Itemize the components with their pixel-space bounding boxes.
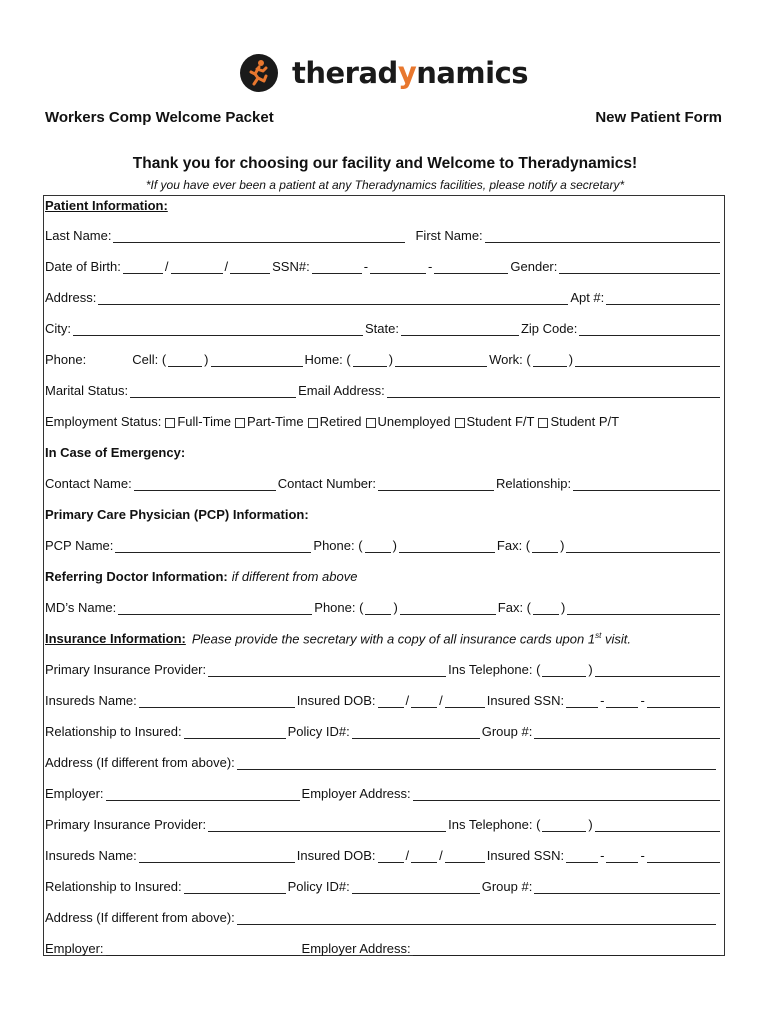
ssn-dash: -: [363, 259, 369, 274]
pcp-phone-area-field[interactable]: [365, 540, 391, 553]
paren: ): [388, 352, 394, 367]
home-label: Home: (: [304, 352, 351, 367]
dob-slash: /: [405, 848, 410, 863]
md-fax-label: Fax: (: [497, 600, 532, 615]
insured-ssn-part2-field[interactable]: [606, 695, 638, 708]
insureds-name-field-2[interactable]: [139, 850, 295, 863]
insureds-name-label: Insureds Name:: [45, 693, 137, 708]
md-phone-label: Phone: (: [314, 600, 364, 615]
ins-address-field[interactable]: [237, 757, 716, 770]
group-label: Group #:: [481, 724, 533, 739]
address-field[interactable]: [98, 292, 568, 305]
ssn-dash: -: [640, 693, 645, 708]
rel-insured-field[interactable]: [184, 726, 286, 739]
insured-ssn-part3-field[interactable]: [647, 695, 720, 708]
insured-ssn-part2-field-2[interactable]: [606, 850, 638, 863]
ssn-part3-field[interactable]: [434, 261, 508, 274]
option-part-time: Part-Time: [247, 414, 304, 429]
insurance-heading: Insurance Information:: [45, 631, 186, 646]
first-name-field[interactable]: [485, 230, 720, 243]
primary-provider-field-2[interactable]: [208, 819, 446, 832]
pcp-fax-area-field[interactable]: [532, 540, 558, 553]
dob-slash: /: [405, 693, 410, 708]
dob-month-field[interactable]: [123, 261, 163, 274]
checkbox-unemployed[interactable]: [366, 418, 376, 428]
group-field[interactable]: [534, 726, 720, 739]
insured-ssn-part1-field[interactable]: [566, 695, 598, 708]
option-student-pt: Student P/T: [550, 414, 620, 429]
insurance-note: Please provide the secretary with a copy of all insurance cards upon 1st visit.: [191, 630, 631, 646]
checkbox-retired[interactable]: [308, 418, 318, 428]
option-unemployed: Unemployed: [377, 414, 451, 429]
packet-title: Workers Comp Welcome Packet: [45, 109, 274, 126]
md-phone-area-field[interactable]: [365, 602, 391, 615]
ins-telephone-label: Ins Telephone: (: [448, 817, 541, 832]
paren: ): [204, 352, 209, 367]
pcp-fax-field[interactable]: [566, 540, 720, 553]
theradynamics-logo: [240, 53, 528, 93]
relationship-label: Relationship:: [495, 476, 572, 491]
primary-provider-label: Primary Insurance Provider:: [45, 817, 207, 832]
last-name-label: Last Name:: [45, 228, 112, 243]
apt-label: Apt #:: [570, 290, 605, 305]
dob-slash: /: [164, 259, 169, 274]
city-field[interactable]: [73, 323, 363, 336]
address-label: Address:: [45, 290, 97, 305]
last-name-field[interactable]: [113, 230, 405, 243]
employer-address-label: Employer Address:: [301, 941, 411, 956]
employer-field-2[interactable]: [106, 943, 300, 956]
cell-number-field[interactable]: [211, 354, 303, 367]
rel-insured-label: Relationship to Insured:: [45, 724, 182, 739]
md-fax-field[interactable]: [567, 602, 720, 615]
insured-dob-year-field-2[interactable]: [445, 850, 485, 863]
insured-dob-day-field-2[interactable]: [411, 850, 437, 863]
gender-label: Gender:: [510, 259, 558, 274]
primary-provider-label: Primary Insurance Provider:: [45, 662, 207, 677]
rel-insured-label: Relationship to Insured:: [45, 879, 182, 894]
option-full-time: Full-Time: [177, 414, 232, 429]
checkbox-part-time[interactable]: [235, 418, 245, 428]
checkbox-student-ft[interactable]: [455, 418, 465, 428]
dob-slash: /: [439, 848, 443, 863]
ssn-label: SSN#:: [272, 259, 310, 274]
md-name-field[interactable]: [118, 602, 312, 615]
md-phone-field[interactable]: [400, 602, 496, 615]
contact-name-label: Contact Name:: [45, 476, 132, 491]
insured-ssn-label: Insured SSN:: [486, 848, 565, 863]
ssn-dash: -: [428, 259, 433, 274]
md-fax-area-field[interactable]: [533, 602, 559, 615]
marital-label: Marital Status:: [45, 383, 129, 398]
state-field[interactable]: [401, 323, 519, 336]
ssn-dash: -: [600, 848, 605, 863]
group-field-2[interactable]: [534, 881, 720, 894]
paren: ): [393, 600, 398, 615]
ins-telephone-label: Ins Telephone: (: [448, 662, 541, 677]
pcp-name-field[interactable]: [115, 540, 311, 553]
ins-telephone-area-field[interactable]: [542, 664, 586, 677]
work-label: Work: (: [489, 352, 531, 367]
dob-year-field[interactable]: [230, 261, 270, 274]
patient-form: [43, 195, 725, 956]
insured-dob-day-field[interactable]: [411, 695, 437, 708]
insureds-name-label: Insureds Name:: [45, 848, 137, 863]
employer-label: Employer:: [45, 786, 104, 801]
insured-ssn-part3-field-2[interactable]: [647, 850, 720, 863]
employer-address-label: Employer Address:: [301, 786, 411, 801]
email-field[interactable]: [387, 385, 720, 398]
insured-dob-year-field[interactable]: [445, 695, 485, 708]
marital-field[interactable]: [130, 385, 296, 398]
dob-day-field[interactable]: [171, 261, 223, 274]
first-name-label: First Name:: [415, 228, 483, 243]
policy-id-field-2[interactable]: [352, 881, 480, 894]
paren: ): [560, 538, 565, 553]
insureds-name-field[interactable]: [139, 695, 295, 708]
paren: ): [568, 352, 574, 367]
dob-slash: /: [224, 259, 229, 274]
gender-field[interactable]: [559, 261, 720, 274]
contact-name-field[interactable]: [134, 478, 276, 491]
zip-field[interactable]: [579, 323, 720, 336]
running-figure-icon: [240, 54, 278, 92]
ins-telephone-area-field-2[interactable]: [542, 819, 586, 832]
option-student-ft: Student F/T: [466, 414, 535, 429]
ins-address-field-2[interactable]: [237, 912, 716, 925]
emergency-heading: In Case of Emergency:: [45, 445, 186, 460]
apt-field[interactable]: [606, 292, 720, 305]
group-label: Group #:: [481, 879, 533, 894]
paren: ): [392, 538, 397, 553]
referring-heading: Referring Doctor Information:: [45, 569, 228, 584]
insured-ssn-part1-field-2[interactable]: [566, 850, 598, 863]
welcome-heading: Thank you for choosing our facility and Welcome to Theradynamics!: [132, 155, 638, 172]
dob-slash: /: [439, 693, 443, 708]
ssn-part2-field[interactable]: [370, 261, 426, 274]
phone-label: Phone:: [45, 352, 87, 367]
secretary-note: *If you have ever been a patient at any Theradynamics facilities, please notify a secretary*: [145, 178, 625, 192]
pcp-name-label: PCP Name:: [45, 538, 114, 553]
zip-label: Zip Code:: [520, 321, 578, 336]
patient-info-heading: Patient Information:: [45, 198, 168, 213]
employer-address-field[interactable]: [413, 788, 720, 801]
ins-telephone-field[interactable]: [595, 664, 720, 677]
paren: ): [588, 662, 593, 677]
employer-field[interactable]: [106, 788, 300, 801]
ins-address-label: Address (If different from above):: [45, 755, 235, 770]
state-label: State:: [365, 321, 399, 336]
insured-dob-month-field[interactable]: [378, 695, 404, 708]
option-retired: Retired: [319, 414, 362, 429]
cell-area-field[interactable]: [168, 354, 202, 367]
insured-ssn-label: Insured SSN:: [486, 693, 565, 708]
employment-label: Employment Status:: [45, 414, 162, 429]
pcp-heading: Primary Care Physician (PCP) Information:: [45, 507, 309, 522]
ssn-part1-field[interactable]: [312, 261, 362, 274]
md-name-label: MD’s Name:: [45, 600, 117, 615]
contact-number-label: Contact Number:: [277, 476, 376, 491]
home-area-field[interactable]: [353, 354, 387, 367]
insured-dob-label: Insured DOB:: [296, 848, 376, 863]
policy-id-label: Policy ID#:: [287, 724, 350, 739]
work-area-field[interactable]: [533, 354, 567, 367]
pcp-fax-label: Fax: (: [496, 538, 531, 553]
ssn-dash: -: [600, 693, 605, 708]
email-label: Email Address:: [298, 383, 385, 398]
cell-label: Cell: (: [132, 352, 167, 367]
ins-address-label: Address (If different from above):: [45, 910, 235, 925]
checkbox-student-pt[interactable]: [538, 418, 548, 428]
rel-insured-field-2[interactable]: [184, 881, 286, 894]
work-number-field[interactable]: [575, 354, 720, 367]
ssn-dash: -: [640, 848, 645, 863]
pcp-phone-label: Phone: (: [313, 538, 363, 553]
insured-dob-label: Insured DOB:: [296, 693, 376, 708]
form-title: New Patient Form: [595, 109, 722, 126]
home-number-field[interactable]: [395, 354, 487, 367]
relationship-field[interactable]: [573, 478, 720, 491]
policy-id-label: Policy ID#:: [287, 879, 350, 894]
paren: ): [588, 817, 593, 832]
ins-telephone-field-2[interactable]: [595, 819, 720, 832]
primary-provider-field[interactable]: [208, 664, 446, 677]
insured-dob-month-field-2[interactable]: [378, 850, 404, 863]
paren: ): [561, 600, 566, 615]
policy-id-field[interactable]: [352, 726, 480, 739]
contact-number-field[interactable]: [378, 478, 494, 491]
referring-note: if different from above: [231, 569, 358, 584]
logo-wordmark: theradynamics: [292, 56, 529, 90]
checkbox-full-time[interactable]: [165, 418, 175, 428]
city-label: City:: [45, 321, 71, 336]
employer-address-field-2[interactable]: [413, 943, 720, 956]
pcp-phone-field[interactable]: [399, 540, 495, 553]
dob-label: Date of Birth:: [45, 259, 121, 274]
employer-label: Employer:: [45, 941, 104, 956]
